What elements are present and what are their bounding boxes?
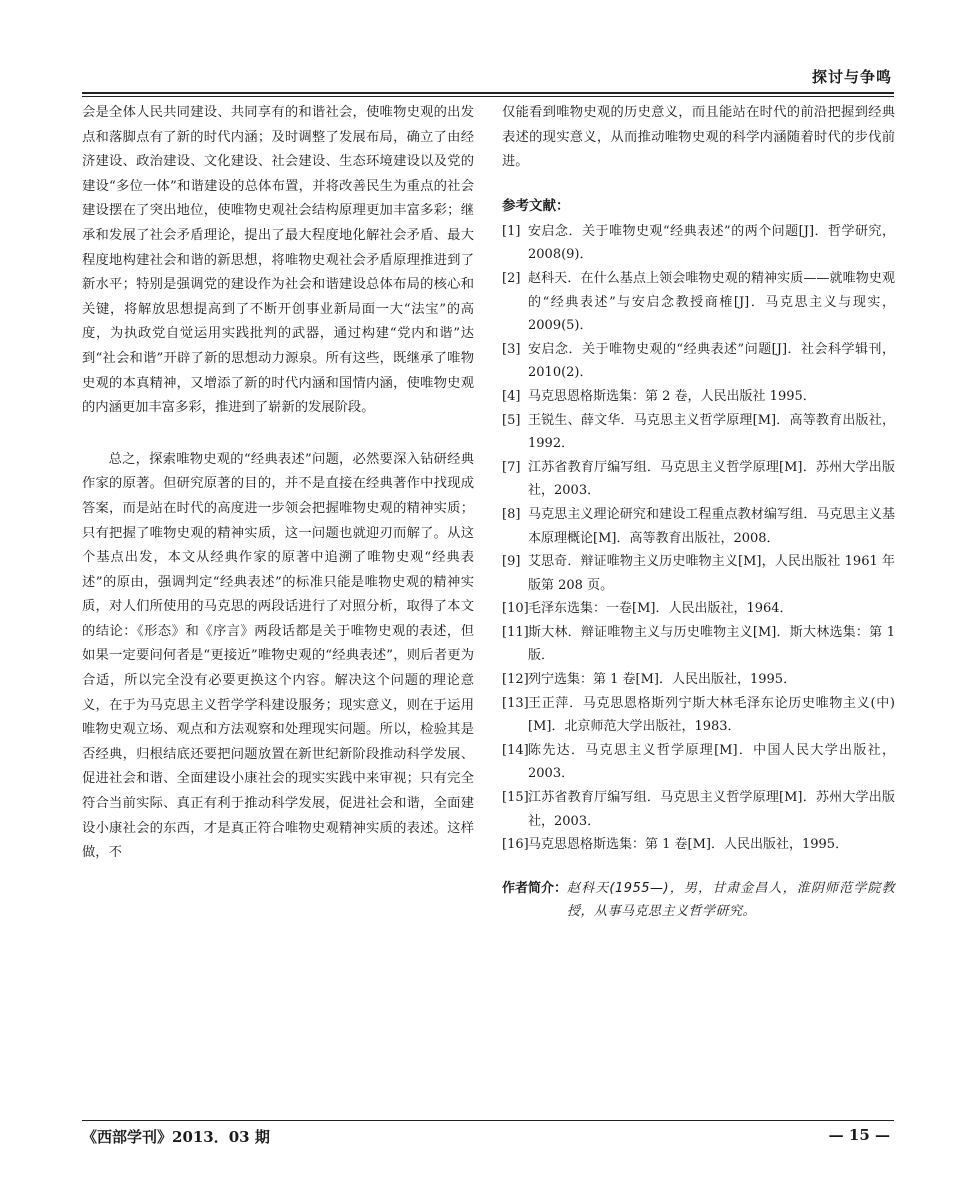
reference-number: [5] — [502, 412, 521, 428]
author-bio — [502, 877, 895, 923]
reference-text: 王正萍．马克思恩格斯列宁斯大林毛泽东论历史唯物主义(中)[M]．北京师范大学出版社，1983． — [528, 695, 895, 735]
reference-number: [2] — [502, 270, 521, 286]
reference-number: [4] — [502, 388, 521, 404]
conclusion-paragraph: 总之，探索唯物史观的“经典表述”问题，必然要深入钻研经典作家的原著。但研究原著的目的，并不是直接在经典著作中找现成答案，而是站在时代的高度进一步领会把握唯物史观的精神实质；只有把握了唯物史观的精神实质，这一问题也就迎刃而解了。从这个基点出发，本文从经典作家的原著中追溯了唯物史观“经典表述”的原由，强调判定“经典表述”的标准只能是唯物史观的精神实质，对人们所使用的马克思的两段话进行了对照分析，取得了本文的结论：《形态》和《序言》两段话都是关于唯物史观的表述，但如果一定要问何者是“更接近”唯物史观的“经典表述”，则后者更为合适，所以完全没有必要更换这个内容。解决这个问题的理论意义，在于为马克思主义哲学学科建设服务；现实意义，则在于运用唯物史观立场、观点和方法观察和处理现实问题。所以，检验其是否经典，归根结底还要把问题放置在新世纪新阶段推动科学发展、促进社会和谐、全面建设小康社会的现实实践中来审视；只有完全符合当前实际、真正有利于推动科学发展，促进社会和谐，全面建设小康社会的东西，才是真正符合唯物史观精神实质的表述。这样做，不 — [82, 451, 474, 861]
reference-item — [502, 385, 895, 409]
reference-item — [502, 786, 895, 833]
section-header: 探讨与争鸣 — [811, 68, 892, 86]
author-bio-text: 赵科天(1955—)，男，甘肃金昌人，淮阴师范学院教授，从事马克思主义哲学研究。 — [567, 880, 895, 919]
left-column — [82, 101, 474, 866]
reference-text: 江苏省教育厅编写组．马克思主义哲学原理[M]．苏州大学出版社，2003． — [528, 790, 895, 829]
reference-text: 陈先达．马克思主义哲学原理[M]．中国人民大学出版社，2003． — [528, 742, 895, 782]
reference-number: [12] — [502, 672, 529, 688]
header-rule — [82, 92, 894, 94]
reference-item — [502, 503, 895, 550]
reference-item — [502, 220, 895, 267]
reference-text: 赵科天．在什么基点上领会唯物史观的精神实质——就唯物史观的“经典表述”与安启念教授商榷[J]．马克思主义与现实，2009(5)． — [528, 270, 895, 334]
reference-item — [502, 597, 895, 621]
reference-number: [10] — [502, 601, 529, 617]
author-bio-label: 作者简介： — [502, 880, 568, 896]
reference-item — [502, 550, 895, 597]
reference-text: 马克思主义理论研究和建设工程重点教材编写组．马克思主义基本原理概论[M]．高等教育出版社，2008． — [528, 506, 895, 546]
page-number: — 15 — — [828, 1126, 890, 1144]
reference-text: 王锐生、薛文华．马克思主义哲学原理[M]．高等教育出版社，1992． — [528, 412, 895, 452]
reference-item — [502, 668, 895, 692]
references-heading: 参考文献： — [502, 197, 570, 214]
conclusion-paragraph-end: 仅能看到唯物史观的历史意义，而且能站在时代的前沿把握到经典表述的现实意义，从而推动唯物史观的科学内涵随着时代的步伐前进。 — [502, 105, 895, 170]
reference-number: [9] — [502, 554, 521, 570]
reference-number: [3] — [502, 341, 521, 357]
reference-text: 斯大林．辩证唯物主义与历史唯物主义[M]．斯大林选集：第 1 版． — [528, 624, 895, 664]
reference-item — [502, 621, 895, 668]
reference-number: [1] — [502, 223, 521, 239]
paragraph-gap — [82, 421, 474, 448]
body-paragraph-continued: 会是全体人民共同建设、共同享有的和谐社会，使唯物史观的出发点和落脚点有了新的时代内涵；及时调整了发展布局，确立了由经济建设、政治建设、文化建设、社会建设、生态环境建设以及党的建设“多位一体”和谐建设的总体布置，并将改善民生为重点的社会建设摆在了突出地位，使唯物史观社会结构原理更加丰富多彩；继承和发展了社会矛盾理论，提出了最大程度地化解社会矛盾、最大程度地构建社会和谐的新思想，将唯物史观社会矛盾原理推进到了新水平；特别是强调党的建设作为社会和谐建设总体布局的核心和关键，将解放思想提高到了不断开创事业新局面一大“法宝”的高度，为执政党自觉运用实践批判的武器，通过构建“党内和谐”达到“社会和谐”开辟了新的思想动力源泉。所有这些，既继承了唯物史观的本真精神，又增添了新的时代内涵和国情内涵，使唯物史观的内涵更加丰富多彩，推进到了崭新的发展阶段。 — [82, 105, 474, 416]
reference-number: [11] — [502, 624, 529, 640]
reference-text: 马克思恩格斯选集：第 2 卷，人民出版社 1995． — [528, 388, 816, 404]
reference-item — [502, 739, 895, 786]
reference-item — [502, 833, 895, 857]
reference-text: 马克思恩格斯选集：第 1 卷[M]．人民出版社，1995． — [528, 837, 849, 853]
reference-number: [8] — [502, 506, 521, 522]
right-column — [502, 101, 895, 923]
reference-number: [7] — [502, 459, 521, 475]
reference-text: 列宁选集：第 1 卷[M]．人民出版社，1995． — [528, 672, 797, 688]
journal-issue: 《西部学刊》2013．03 期 — [82, 1128, 270, 1146]
reference-text: 安启念．关于唯物史观“经典表述”的两个问题[J]．哲学研究，2008(9)． — [528, 223, 895, 263]
reference-list — [502, 220, 895, 857]
reference-text: 艾思奇．辩证唯物主义历史唯物主义[M]，人民出版社 1961 年版第 208 页。 — [528, 554, 895, 593]
reference-text: 安启念．关于唯物史观的“经典表述”问题[J]．社会科学辑刊，2010(2)． — [528, 341, 895, 381]
reference-number: [13] — [502, 695, 529, 711]
reference-text: 江苏省教育厅编写组．马克思主义哲学原理[M]．苏州大学出版社，2003． — [528, 459, 895, 499]
reference-item — [502, 692, 895, 739]
reference-item — [502, 409, 895, 456]
reference-number: [15] — [502, 790, 529, 806]
reference-item — [502, 456, 895, 503]
reference-text: 毛泽东选集：一卷[M]．人民出版社，1964． — [528, 601, 793, 617]
reference-number: [14] — [502, 742, 529, 758]
header-rule-thin — [82, 96, 894, 97]
footer-rule — [82, 1120, 894, 1121]
reference-item — [502, 338, 895, 385]
reference-item — [502, 267, 895, 338]
reference-number: [16] — [502, 837, 529, 853]
